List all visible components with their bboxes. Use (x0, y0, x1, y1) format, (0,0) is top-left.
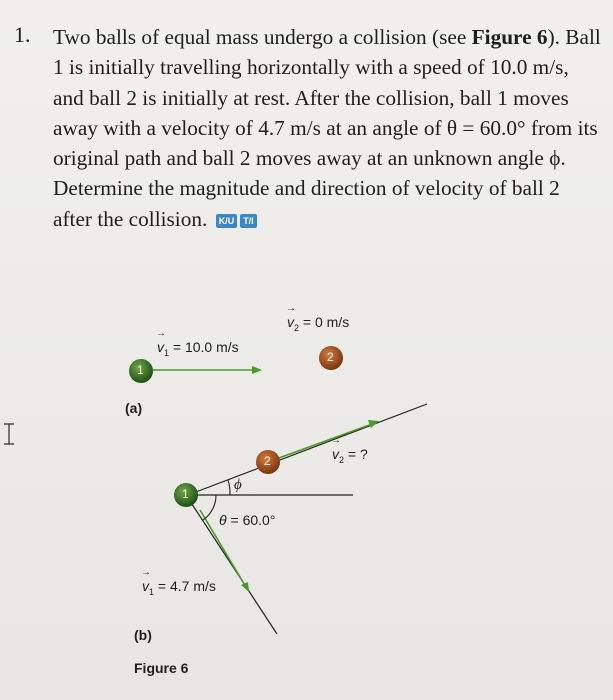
problem-text-start: Two balls of equal mass undergo a collision (see (53, 25, 472, 49)
phi-arc (228, 480, 230, 495)
ball-2-a-number: 2 (327, 350, 334, 364)
problem-number: 1. (14, 22, 31, 47)
part-a-label: (a) (125, 400, 143, 416)
v2-initial-label (287, 314, 349, 333)
v2-final-value: = ? (347, 446, 368, 462)
ball-2-b-number: 2 (264, 454, 271, 468)
v1-initial-label (157, 339, 239, 358)
v1-initial-value: = 10.0 m/s (172, 339, 239, 355)
arrowhead-2b (368, 420, 379, 428)
theta-value: = 60.0° (230, 512, 276, 528)
figure-caption: Figure 6 (134, 660, 189, 676)
v2-initial-value: = 0 m/s (302, 314, 350, 330)
problem-text-rest: ). Ball 1 is initially travelling horizontally with a speed of 10.0 m/s, and ball 2 is initially at rest. After the collision, ball 1 moves away with a velocity of 4.7 m/s at an angle of θ = 60.0° from its original path and ball 2 moves away at an unknown angle ϕ. Determine the magnitude and direction of velocity of ball 2 after the collision. (53, 25, 601, 231)
arrowhead-a (252, 366, 262, 374)
v1-final-label (142, 578, 216, 597)
arrowhead-1b (241, 582, 249, 592)
figure-reference: Figure 6 (471, 25, 548, 49)
part-b-label: (b) (134, 627, 152, 643)
v1-symbol: → $v_1$ (157, 339, 169, 358)
badge-ti: T/I (240, 214, 257, 228)
theta-arc (203, 495, 216, 520)
v2-final-label (332, 446, 368, 465)
badge-ku: K/U (216, 214, 238, 228)
v1-final-value: = 4.7 m/s (157, 578, 216, 594)
v2-symbol: → $v_2$ (287, 314, 299, 333)
v1-final-symbol: → $v_1$ (142, 578, 154, 597)
phi-label: ϕ (234, 477, 242, 493)
theta-label (219, 512, 275, 528)
ball-1-b-number: 1 (182, 487, 189, 501)
theta-symbol: θ (219, 512, 227, 528)
v2-final-symbol: → $v_2$ (332, 446, 344, 465)
ball-1-a-number: 1 (137, 363, 144, 377)
ball-2-path (188, 404, 427, 495)
